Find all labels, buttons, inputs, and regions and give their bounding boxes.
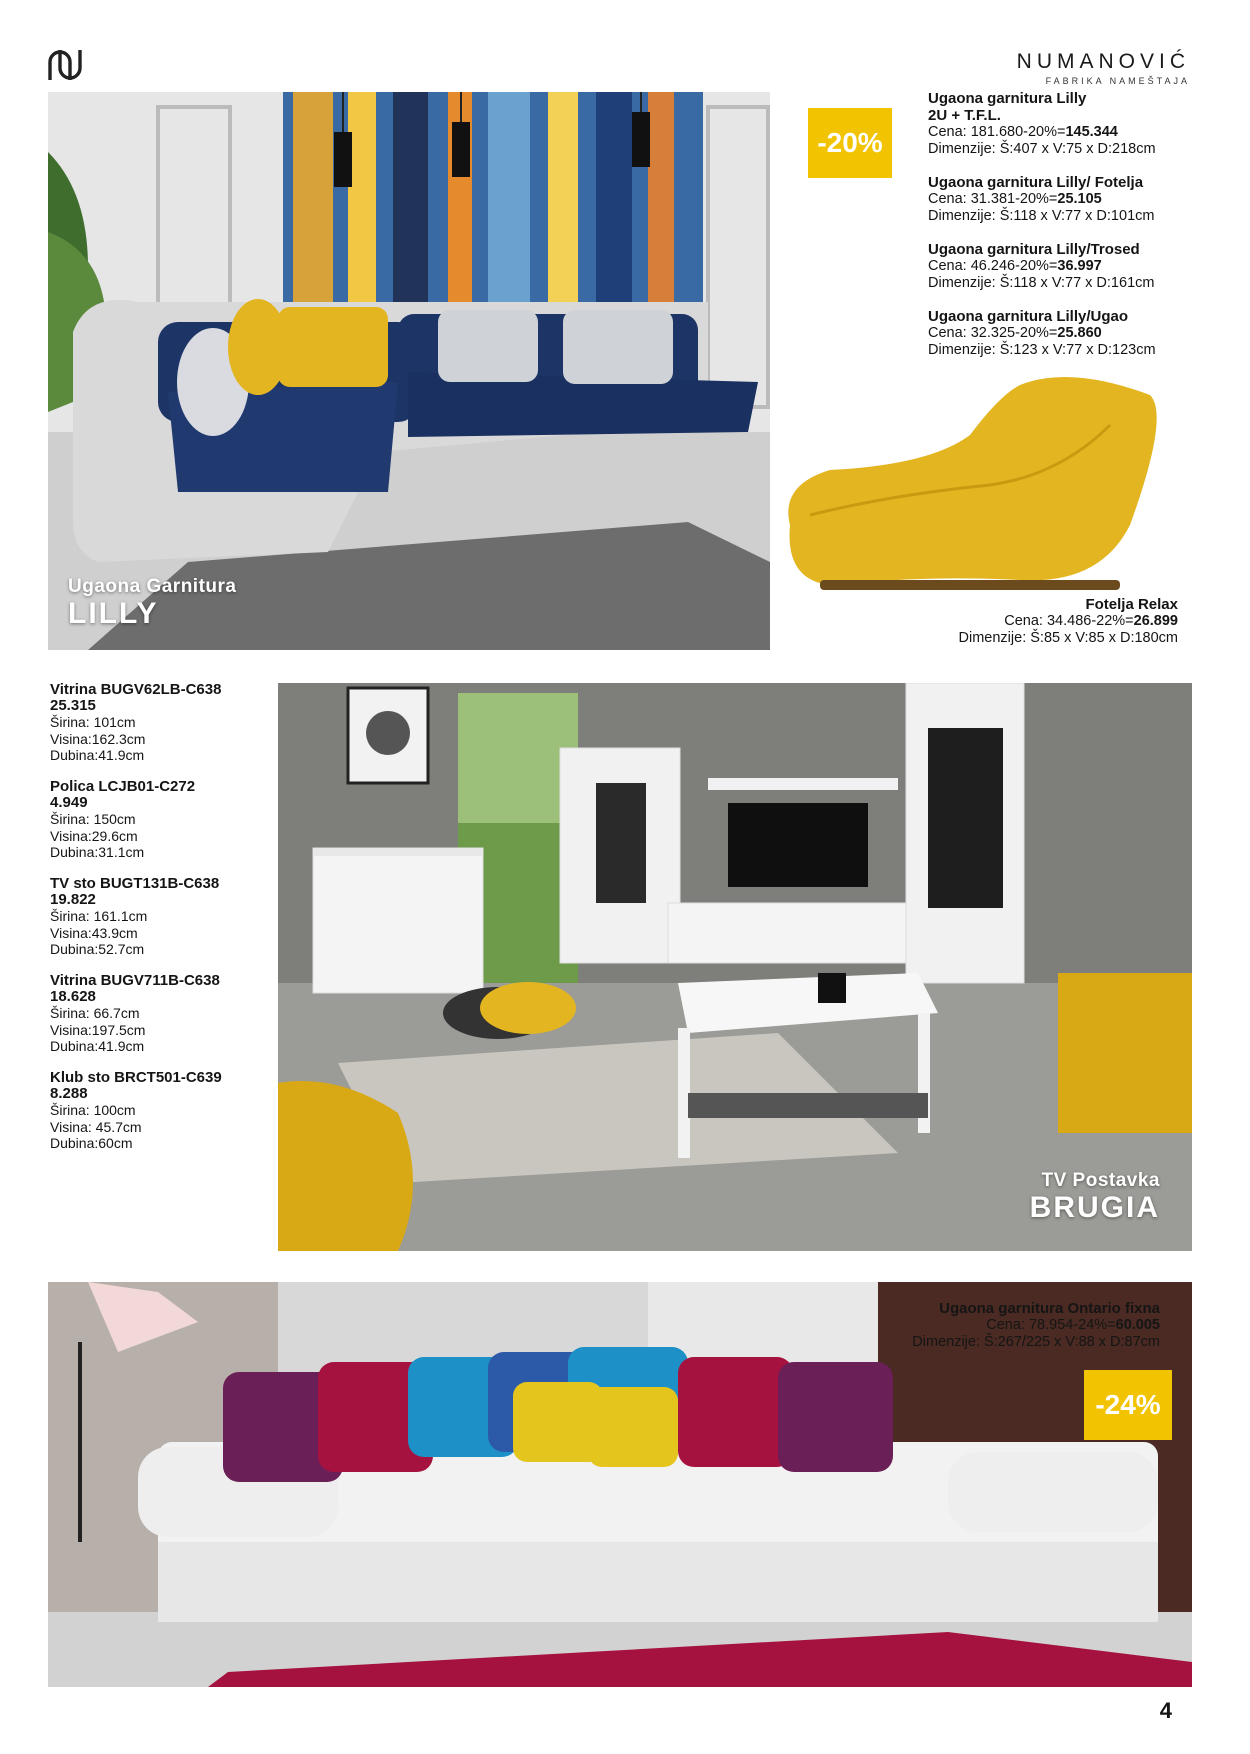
product-name: Ugaona garnitura Ontario fixna [939, 1300, 1160, 1317]
brugia-title-big: BRUGIA [1029, 1191, 1160, 1224]
brugia-title [1030, 1170, 1160, 1224]
product-price: Cena: 78.954-24%=60.005 [986, 1317, 1160, 1333]
brand-header [1017, 50, 1190, 86]
lilly-product-item [928, 241, 1228, 292]
product-height: Visina:162.3cm [50, 730, 146, 747]
product-width: Širina: 100cm [50, 1102, 136, 1119]
product-depth: Dubina:41.9cm [50, 1037, 145, 1054]
brand-tagline: FABRIKA NAMEŠTAJA [1045, 76, 1190, 86]
product-price: Cena: 34.486-22%=26.899 [1004, 613, 1178, 629]
product-name: Vitrina BUGV711B-C638 [50, 972, 220, 990]
product-price: Cena: 181.680-20%=145.344 [928, 124, 1118, 140]
product-name: Ugaona garnitura Lilly/Ugao [928, 308, 1129, 325]
product-dimensions: Dimenzije: Š:118 x V:77 x D:101cm [928, 208, 1155, 224]
product-price: Cena: 32.325-20%=25.860 [928, 325, 1102, 341]
brugia-product-list [50, 682, 280, 1167]
discount-badge-ontario: -24% [1084, 1370, 1172, 1440]
product-dimensions: Dimenzije: Š:267/225 x V:88 x D:87cm [912, 1334, 1160, 1350]
relax-product [898, 596, 1178, 647]
brugia-product-item [50, 682, 280, 763]
lilly-title-big: LILLY [68, 597, 159, 630]
lilly-product-item [928, 308, 1228, 359]
product-dimensions: Dimenzije: Š:407 x V:75 x D:218cm [928, 141, 1156, 157]
page-number: 4 [1159, 1698, 1172, 1723]
product-height: Visina:43.9cm [50, 924, 138, 941]
brugia-tv-set-photo [278, 683, 1192, 1251]
product-name: Ugaona garnitura Lilly [928, 90, 1087, 107]
product-width: Širina: 66.7cm [50, 1005, 140, 1022]
product-price: Cena: 31.381-20%=25.105 [928, 191, 1102, 207]
product-name-line2: 2U + T.F.L. [928, 107, 1001, 124]
product-height: Visina: 45.7cm [50, 1118, 142, 1135]
brand-name: NUMANOVIĆ [1016, 50, 1190, 73]
product-price: 8.288 [50, 1085, 88, 1103]
product-name: Polica LCJB01-C272 [50, 778, 196, 796]
brugia-product-item [50, 876, 280, 957]
product-dimensions: Dimenzije: Š:85 x V:85 x D:180cm [958, 630, 1178, 646]
product-width: Širina: 161.1cm [50, 908, 148, 925]
discount-badge-lilly: -20% [808, 108, 892, 178]
product-depth: Dubina:41.9cm [50, 746, 145, 763]
lilly-title [68, 576, 236, 630]
brugia-product-item [50, 1070, 280, 1151]
product-dimensions: Dimenzije: Š:118 x V:77 x D:161cm [928, 275, 1155, 291]
product-name: Vitrina BUGV62LB-C638 [50, 681, 222, 698]
lilly-title-small: Ugaona Garnitura [68, 576, 237, 597]
lilly-sofa-photo [48, 92, 770, 650]
product-width: Širina: 101cm [50, 714, 136, 731]
product-height: Visina:29.6cm [50, 827, 138, 844]
lilly-product-list [928, 90, 1228, 375]
product-depth: Dubina:52.7cm [50, 940, 145, 957]
brugia-title-small: TV Postavka [1041, 1170, 1160, 1191]
product-name: TV sto BUGT131B-C638 [50, 875, 220, 893]
product-name: Klub sto BRCT501-C639 [50, 1069, 222, 1087]
product-width: Širina: 150cm [50, 811, 136, 828]
brugia-product-item [50, 779, 280, 860]
product-price: Cena: 46.246-20%=36.997 [928, 258, 1102, 274]
product-depth: Dubina:31.1cm [50, 843, 145, 860]
product-height: Visina:197.5cm [50, 1021, 146, 1038]
brugia-product-item [50, 973, 280, 1054]
product-price: 4.949 [50, 794, 88, 812]
product-price: 25.315 [50, 697, 96, 715]
product-price: 18.628 [50, 988, 96, 1006]
lilly-product-item [928, 174, 1228, 225]
brand-monogram-icon [44, 44, 86, 86]
ontario-product [830, 1300, 1160, 1351]
product-name: Fotelja Relax [1085, 596, 1178, 613]
product-price: 19.822 [50, 891, 96, 909]
lilly-product-item [928, 90, 1228, 158]
product-name: Ugaona garnitura Lilly/ Fotelja [928, 174, 1144, 191]
product-name: Ugaona garnitura Lilly/Trosed [928, 241, 1140, 258]
product-depth: Dubina:60cm [50, 1134, 133, 1151]
product-dimensions: Dimenzije: Š:123 x V:77 x D:123cm [928, 342, 1156, 358]
